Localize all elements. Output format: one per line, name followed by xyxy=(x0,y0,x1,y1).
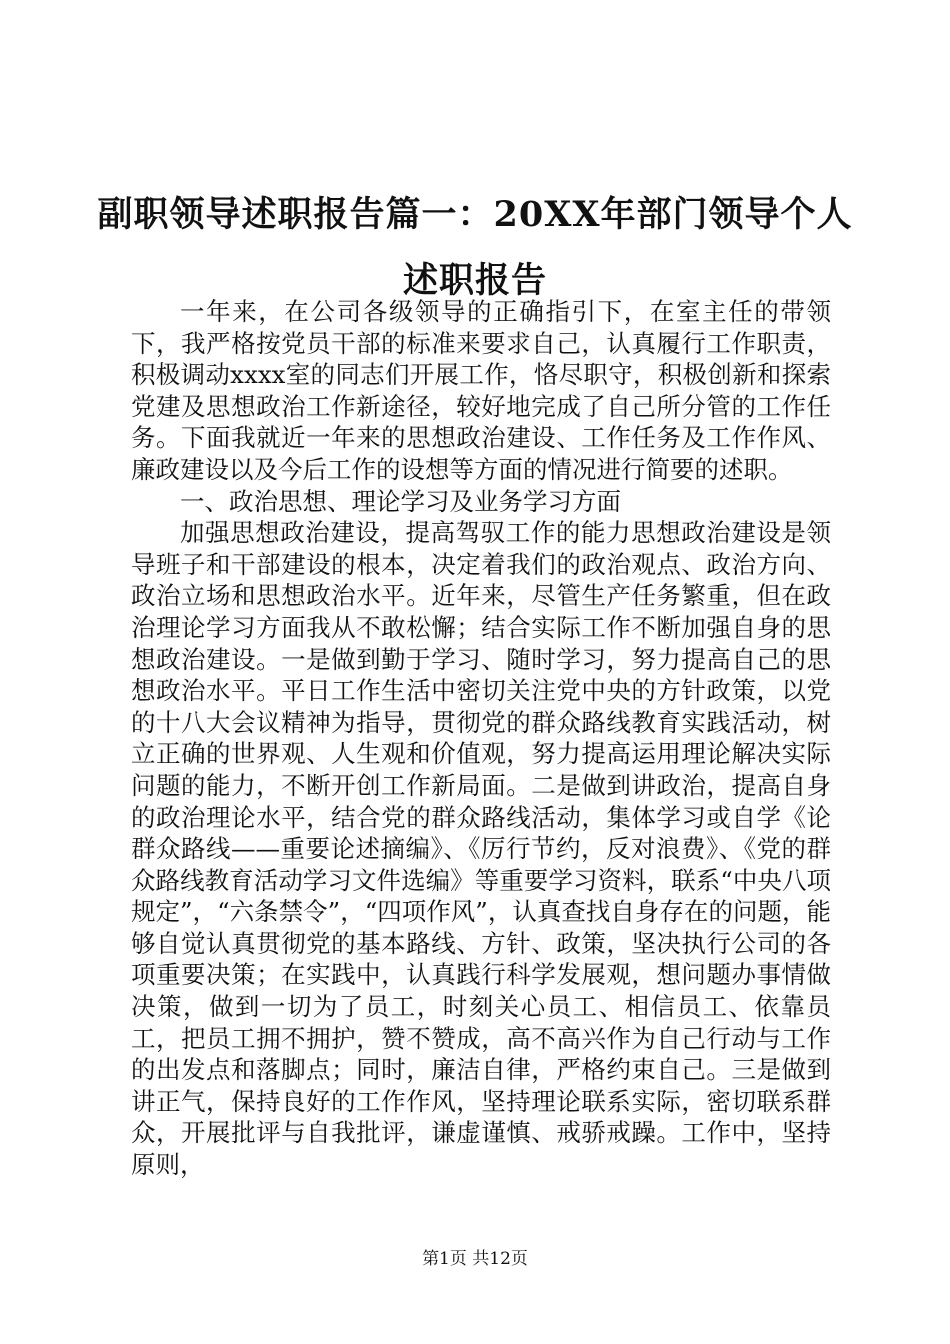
document-title: 副职领导述职报告篇一：20XX年部门领导个人述职报告 xyxy=(97,194,853,301)
section-heading-1: 一、政治思想、理论学习及业务学习方面 xyxy=(180,486,621,516)
page-footer: 第1页 共12页 xyxy=(422,1249,528,1269)
paragraph-intro: 一年来，在公司各级领导的正确指引下，在室主任的带领下，我严格按党员干部的标准来要求自己，认真履行工作职责，积极调动xxxx室的同志们开展工作，恪尽职守，积极创新和探索党建及思想政治工作新途径，较好地完成了自己所分管的工作任务。下面我就近一年来的思想政治建设、工作任务及工作作风、廉政建设以及今后工作的设想等方面的情况进行简要的述职。 xyxy=(131,297,831,484)
paragraph-section-1: 加强思想政治建设，提高驾驭工作的能力思想政治建设是领导班子和干部建设的根本，决定着我们的政治观点、政治方向、政治立场和思想政治水平。近年来，尽管生产任务繁重，但在政治理论学习方面我从不敢松懈；结合实际工作不断加强自身的思想政治建设。一是做到勤于学习、随时学习，努力提高自己的思想政治水平。平日工作生活中密切关注党中央的方针政策，以党的十八大会议精神为指导，贯彻党的群众路线教育实践活动，树立正确的世界观、人生观和价值观，努力提高运用理论解决实际问题的能力，不断开创工作新局面。二是做到讲政治，提高自身的政治理论水平，结合党的群众路线活动，集体学习或自学《论群众路线——重要论述摘编》、《厉行节约，反对浪费》、《党的群众路线教育活动学习文件选编》等重要学习资料，联系“中央八项规定”，“六条禁令”，“四项作风”，认真查找自身存在的问题，能够自觉认真贯彻党的基本路线、方针、政策，坚决执行公司的各项重要决策；在实践中，认真践行科学发展观，想问题办事情做决策，做到一切为了员工，时刻关心员工、相信员工、依靠员工，把员工拥不拥护，赞不赞成，高不高兴作为自己行动与工作的出发点和落脚点；同时，廉洁自律，严格约束自己。三是做到讲正气，保持良好的工作作风，坚持理论联系实际，密切联系群众，开展批评与自我批评，谦虚谨慎、戒骄戒躁。工作中，坚持原则， xyxy=(131,518,831,1180)
document-body xyxy=(131,296,831,1181)
